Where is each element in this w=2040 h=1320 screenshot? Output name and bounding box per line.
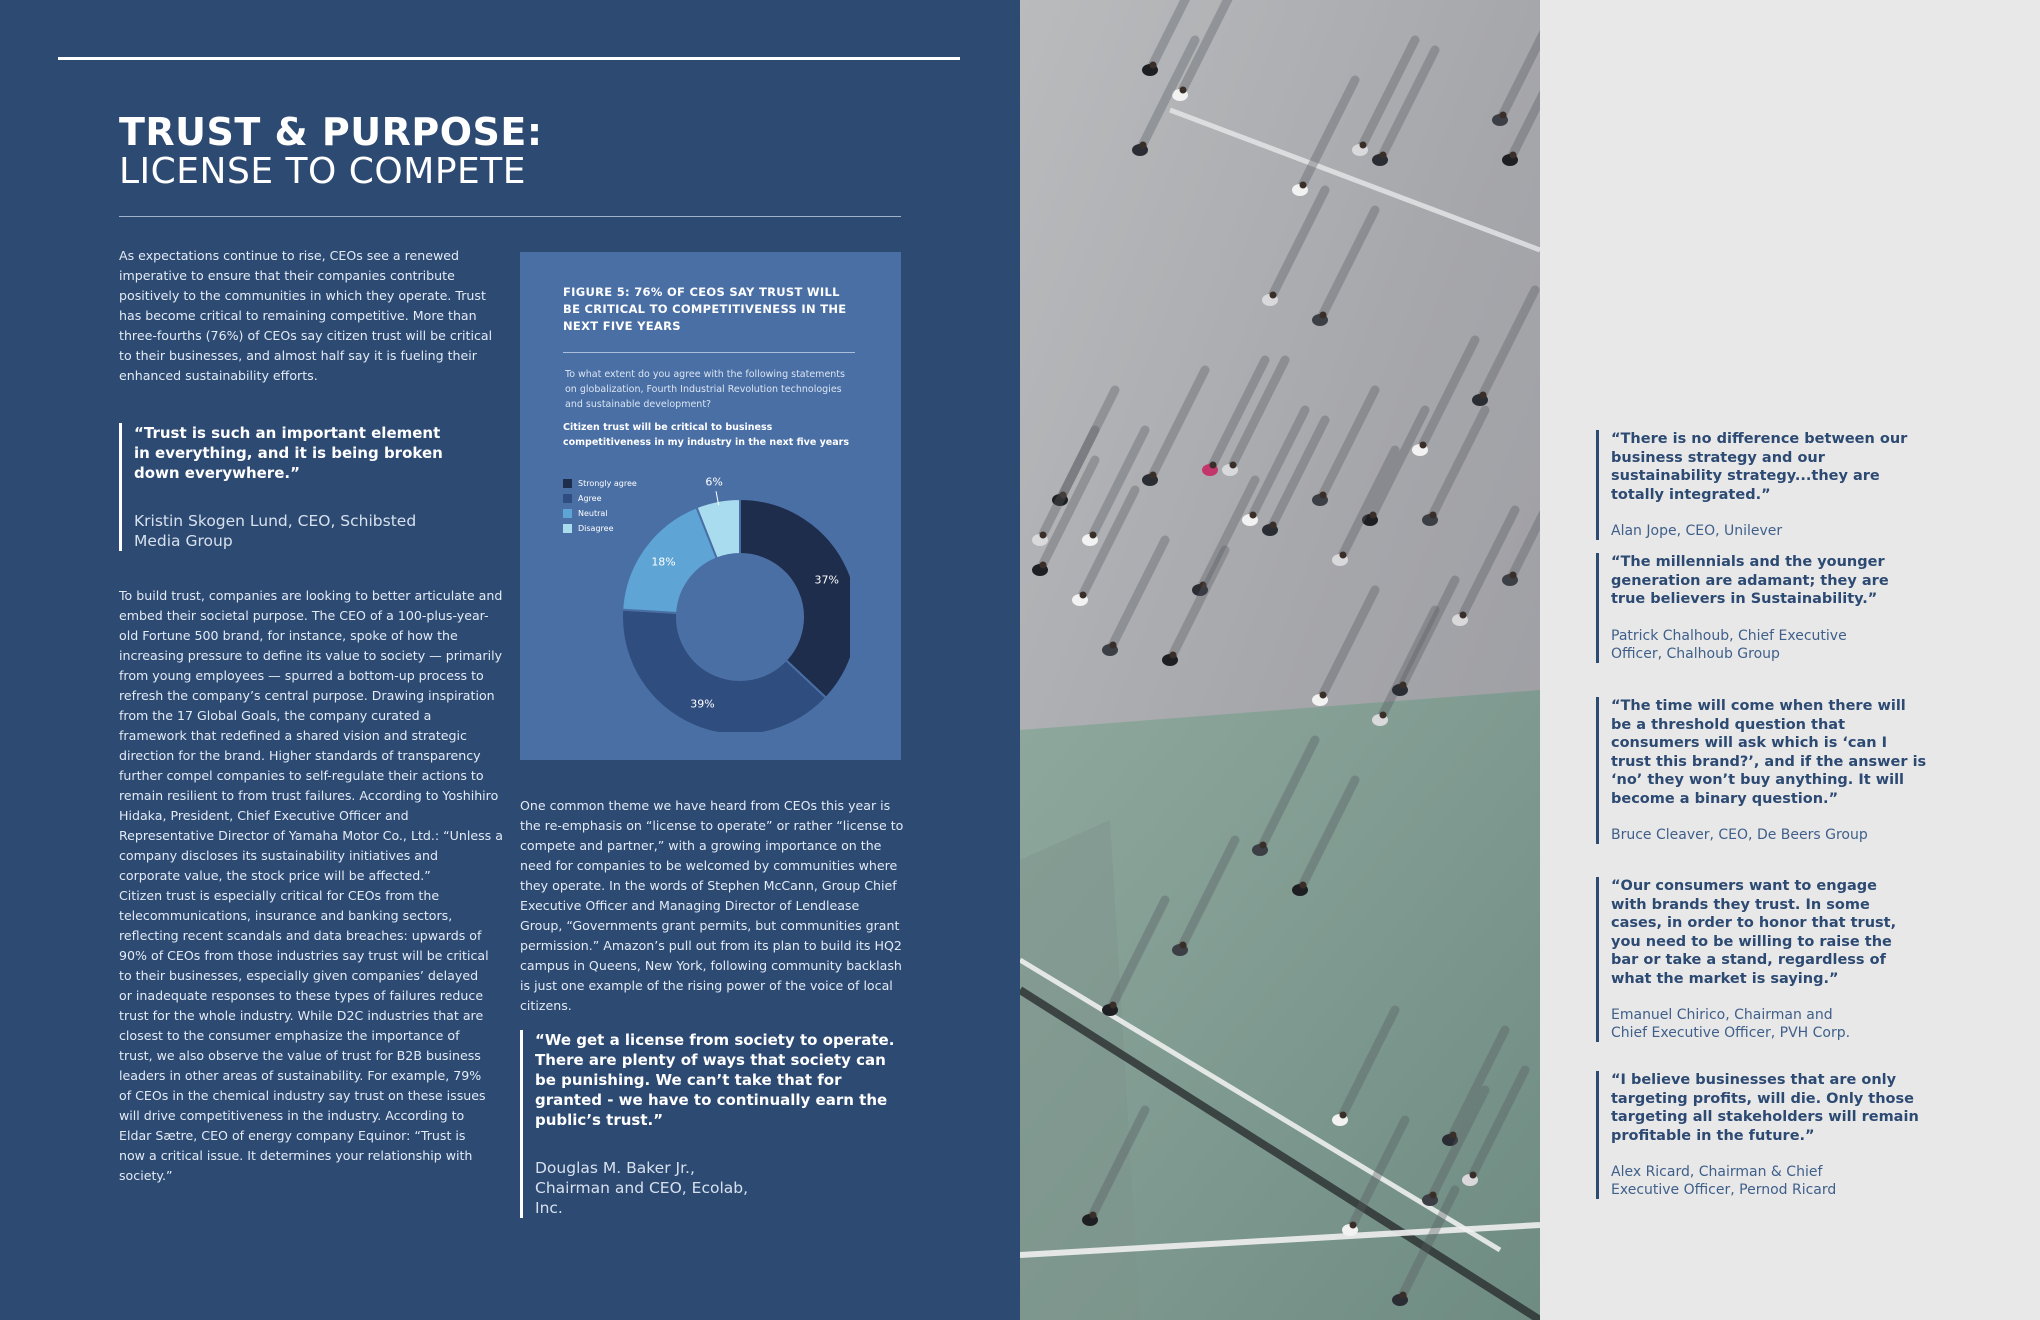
- side-quote-chirico-attribution: Emanuel Chirico, Chairman and Chief Executive Officer, PVH Corp.: [1611, 1007, 1851, 1041]
- pullquote-baker-text: “We get a license from society to operate. There are plenty of ways that society can be punishing. We can’t take that for granted - we have to continually earn the public’s trust.”: [535, 1031, 895, 1129]
- title-rule: [119, 216, 901, 217]
- side-quote-jope-text: “There is no difference between our business strategy and our sustainability strategy...they are totally integrated.”: [1611, 431, 1908, 503]
- pedestrian-head: [1350, 1222, 1357, 1229]
- figure-5-box: [520, 252, 901, 760]
- pedestrian-head: [1180, 942, 1187, 949]
- legend-label: Strongly agree: [578, 479, 637, 488]
- side-quote-chalhoub-attribution: Patrick Chalhoub, Chief Executive Officer, Chalhoub Group: [1611, 627, 1847, 662]
- pedestrian-head: [1430, 512, 1437, 519]
- pullquote-lund-text: “Trust is such an important element in everything, and it is being broken down everywhere.”: [134, 424, 443, 482]
- license-text: One common theme we have heard from CEOs this year is the re-emphasis on “license to operate” or rather “license to compete and partner,” with a growing importance on the need for companies to be welcomed by communities where they operate. In the words of Stephen McCann, Group Chief Executive Officer and Managing Director of Lendlease Group, “Governments grant permits, but communities grant permission.” Amazon’s pull out from its plan to build its HQ2 campus in Queens, New York, following community backlash is just one example of the rising power of the voice of local citizens.: [520, 798, 904, 1013]
- pedestrian-head: [1110, 642, 1117, 649]
- pedestrian-head: [1380, 152, 1387, 159]
- pedestrian-head: [1320, 692, 1327, 699]
- pedestrian-head: [1110, 1002, 1117, 1009]
- donut-chart: [590, 462, 850, 732]
- pedestrian-head: [1180, 87, 1187, 94]
- side-quote-chirico: [1596, 877, 1926, 1042]
- pedestrian-head: [1510, 152, 1517, 159]
- side-quote-cleaver-text: “The time will come when there will be a threshold question that consumers will ask which is ‘can I trust this brand?’, and if the answer is ‘no’ they won’t buy anything. It will become a binary question.”: [1611, 698, 1927, 807]
- pedestrian-head: [1380, 712, 1387, 719]
- pedestrian-head: [1170, 652, 1177, 659]
- donut-label-neutral: 18%: [651, 555, 676, 569]
- pedestrian-head: [1320, 312, 1327, 319]
- pedestrian-head: [1270, 522, 1277, 529]
- donut-label-strongly-agree: 37%: [814, 573, 839, 587]
- intro-text: As expectations continue to rise, CEOs see a renewed imperative to ensure that their companies contribute positively to the communities in which they operate. Trust has become critical to remaining competitive. More than three-fourths (76%) of CEOs say citizen trust will be critical to their businesses, and almost half say it is fueling their enhanced sustainability efforts.: [119, 248, 493, 383]
- side-quote-ricard-text: “I believe businesses that are only targeting profits, will die. Only those targeting all stakeholders will remain profitable in the future.”: [1611, 1072, 1919, 1144]
- page-title: [119, 112, 543, 192]
- side-quote-chalhoub: [1596, 553, 1926, 663]
- top-rule: [58, 57, 960, 60]
- side-quote-cleaver-attribution: Bruce Cleaver, CEO, De Beers Group: [1611, 827, 1868, 843]
- pedestrian-head: [1510, 572, 1517, 579]
- title-line-2: LICENSE TO COMPETE: [119, 151, 527, 192]
- pedestrian-head: [1400, 682, 1407, 689]
- pedestrian-head: [1270, 292, 1277, 299]
- pedestrian-head: [1360, 142, 1367, 149]
- legend-label: Neutral: [578, 509, 608, 518]
- pedestrian-head: [1370, 512, 1377, 519]
- pedestrian-head: [1040, 532, 1047, 539]
- figure-statement: Citizen trust will be critical to business competitiveness in my industry in the next five years: [563, 422, 849, 448]
- donut-label-agree: 39%: [690, 697, 715, 711]
- pedestrian-head: [1480, 392, 1487, 399]
- pedestrian-head: [1450, 1132, 1457, 1139]
- figure-question: To what extent do you agree with the following statements on globalization, Fourth Industrial Revolution technologies and sustainable development?: [565, 369, 845, 410]
- pedestrian-head: [1080, 592, 1087, 599]
- intro-paragraph: [119, 246, 497, 386]
- pedestrian-head: [1320, 492, 1327, 499]
- figure-rule: [563, 352, 855, 353]
- donut-label-disagree: 6%: [705, 475, 723, 489]
- pedestrian-head: [1090, 532, 1097, 539]
- purpose-text: To build trust, companies are looking to better articulate and embed their societal purpose. The CEO of a 100-plus-year-old Fortune 500 brand, for instance, spoke of how the increasing pressure to define its value to society — primarily from young employees — spurred a bottom-up process to refresh the company’s central purpose. Drawing inspiration from the 17 Global Goals, the company curated a framework that redefined a shared vision and strategic direction for the brand. Higher standards of transparency further compel companies to self-regulate their actions to remain resilient to from trust failures. According to Yoshihiro Hidaka, President, Chief Executive Officer and Representative Director of Yamaha Motor Co., Ltd.: “Unless a company discloses its sustainability initiatives and corporate value, the stock price will be affected.”: [119, 588, 503, 883]
- pullquote-baker-attribution: Douglas M. Baker Jr., Chairman and CEO, Ecolab, Inc.: [535, 1159, 749, 1217]
- aerial-crowd-photo: [1020, 0, 1540, 1320]
- pedestrian-head: [1500, 112, 1507, 119]
- pedestrian-head: [1300, 182, 1307, 189]
- pedestrian-head: [1140, 142, 1147, 149]
- pedestrian-head: [1150, 472, 1157, 479]
- pedestrian-head: [1090, 1212, 1097, 1219]
- pedestrian-head: [1400, 1292, 1407, 1299]
- legend-swatch: [563, 494, 572, 503]
- pedestrian-head: [1300, 882, 1307, 889]
- purpose-paragraph: [119, 586, 503, 886]
- side-quote-chalhoub-text: “The millennials and the younger generation are adamant; they are true believers in Sustainability.”: [1611, 554, 1889, 607]
- pedestrian-head: [1040, 562, 1047, 569]
- title-line-1: TRUST & PURPOSE:: [119, 110, 543, 154]
- pullquote-lund: [119, 423, 449, 551]
- pedestrian-head: [1210, 462, 1217, 469]
- pullquote-baker: [520, 1030, 900, 1218]
- pedestrian-head: [1260, 842, 1267, 849]
- pedestrian-head: [1420, 442, 1427, 449]
- aerial-photo-illustration: [1020, 0, 1540, 1320]
- legend-swatch: [563, 479, 572, 488]
- legend-swatch: [563, 509, 572, 518]
- pedestrian-head: [1470, 1172, 1477, 1179]
- figure-title: FIGURE 5: 76% OF CEOS SAY TRUST WILL BE CRITICAL TO COMPETITIVENESS IN THE NEXT FIVE YEARS: [563, 285, 847, 333]
- donut-slice-agree: [622, 610, 826, 732]
- side-quote-cleaver: [1596, 697, 1926, 844]
- side-quote-jope: [1596, 430, 1926, 540]
- pedestrian-head: [1250, 512, 1257, 519]
- pedestrian-head: [1340, 552, 1347, 559]
- legend-swatch: [563, 524, 572, 533]
- side-quote-chirico-text: “Our consumers want to engage with brands they trust. In some cases, in order to honor that trust, you need to be willing to raise the bar or take a stand, regardless of what the market is saying.”: [1611, 878, 1897, 987]
- pedestrian-head: [1460, 612, 1467, 619]
- side-quote-jope-attribution: Alan Jope, CEO, Unilever: [1611, 523, 1783, 539]
- pedestrian-head: [1230, 462, 1237, 469]
- citizen-trust-paragraph: [119, 886, 491, 1186]
- pullquote-lund-attribution: Kristin Skogen Lund, CEO, Schibsted Media Group: [134, 512, 417, 550]
- legend-label: Disagree: [578, 524, 614, 533]
- legend-label: Agree: [578, 494, 602, 503]
- side-quote-ricard-attribution: Alex Ricard, Chairman & Chief Executive Officer, Pernod Ricard: [1611, 1164, 1837, 1198]
- pedestrian-head: [1430, 1192, 1437, 1199]
- pedestrian-head: [1340, 1112, 1347, 1119]
- license-paragraph: [520, 796, 904, 1016]
- side-quote-ricard: [1596, 1071, 1926, 1199]
- citizen-trust-text: Citizen trust is especially critical for CEOs from the telecommunications, insurance and banking sectors, reflecting recent scandals and data breaches: upwards of 90% of CEOs from those industries say trust will be critical to their businesses, especially given companies’ delayed or inadequate responses to these types of failures reduce trust for the whole industry. While D2C industries that are closest to the consumer emphasize the importance of trust, we also observe the value of trust for B2B business leaders in other areas of sustainability. For example, 79% of CEOs in the chemical industry say trust on these issues will drive competitiveness in the industry. According to Eldar Sætre, CEO of energy company Equinor: “Trust is now a critical issue. It determines your relationship with society.”: [119, 888, 489, 1183]
- pedestrian-head: [1150, 62, 1157, 69]
